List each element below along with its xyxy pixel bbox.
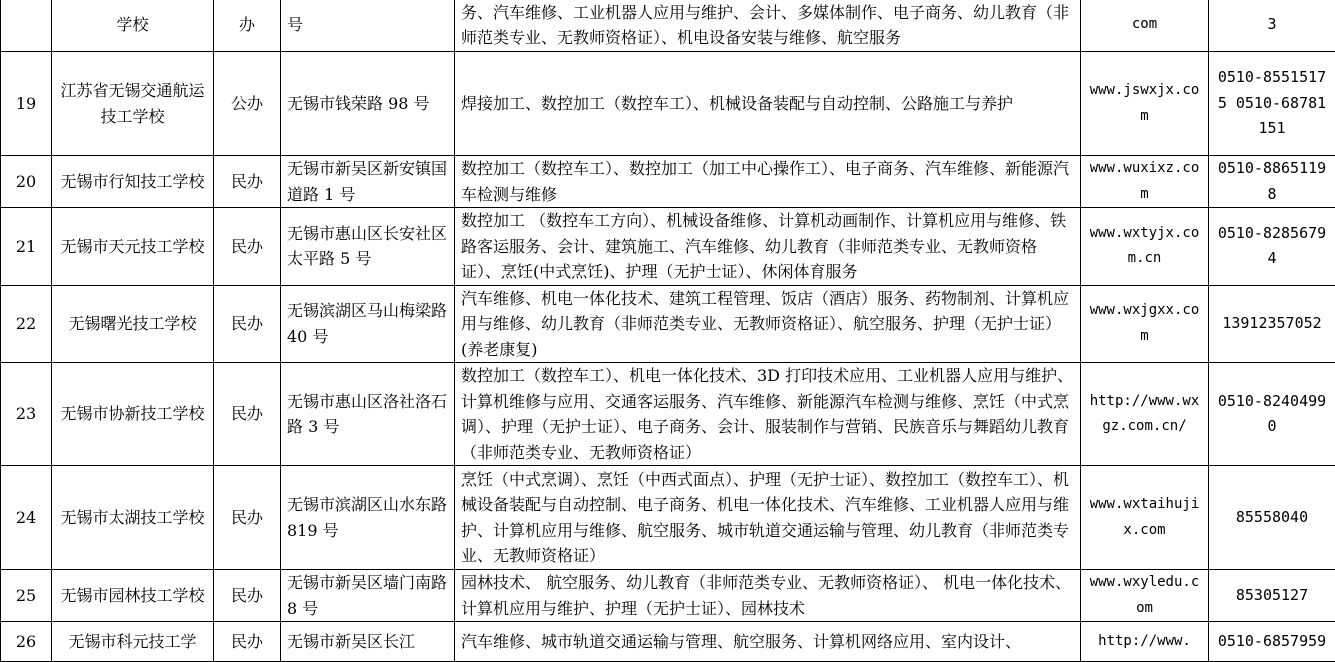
school-address: 无锡市新吴区长江 xyxy=(281,622,455,662)
contact-phone: 3 xyxy=(1209,0,1335,52)
row-number: 26 xyxy=(1,622,52,662)
school-website: www.wuxixz.com xyxy=(1081,156,1209,208)
row-number: 19 xyxy=(1,52,52,156)
school-name: 无锡市协新技工学校 xyxy=(52,363,214,466)
school-address: 号 xyxy=(281,0,455,52)
table-row xyxy=(1,466,1335,570)
contact-phone: 0510-88651198 xyxy=(1209,156,1335,208)
contact-phone: 13912357052 xyxy=(1209,285,1335,363)
school-name: 无锡市科元技工学 xyxy=(52,622,214,662)
school-name: 江苏省无锡交通航运技工学校 xyxy=(52,52,214,156)
school-website: www.wxtaihujix.com xyxy=(1081,466,1209,570)
school-type: 公办 xyxy=(214,52,281,156)
contact-phone: 0510-6857959 xyxy=(1209,622,1335,662)
row-number: 23 xyxy=(1,363,52,466)
school-type: 民办 xyxy=(214,622,281,662)
table-row xyxy=(1,622,1335,662)
school-type: 民办 xyxy=(214,285,281,363)
table-row xyxy=(1,285,1335,363)
school-name: 无锡市太湖技工学校 xyxy=(52,466,214,570)
table-row xyxy=(1,156,1335,208)
school-name: 无锡市行知技工学校 xyxy=(52,156,214,208)
school-name: 无锡市园林技工学校 xyxy=(52,570,214,622)
school-website: www.wxtyjx.com.cn xyxy=(1081,208,1209,286)
table-row xyxy=(1,570,1335,622)
majors-list: 烹饪（中式烹调）、烹饪（中西式面点）、护理（无护士证）、数控加工（数控车工）、机械设备装配与自动控制、电子商务、机电一体化技术、汽车维修、工业机器人应用与维护、计算机应用与维修、航空服务、城市轨道交通运输与管理、幼儿教育（非师范类专业、无教师资格证） xyxy=(455,466,1081,570)
school-address: 无锡市滨湖区山水东路 819 号 xyxy=(281,466,455,570)
majors-list: 园林技术、 航空服务、幼儿教育（非师范类专业、无教师资格证）、 机电一体化技术、计算机应用与维护、护理（无护士证）、园林技术 xyxy=(455,570,1081,622)
row-number xyxy=(1,0,52,52)
row-number: 25 xyxy=(1,570,52,622)
school-address: 无锡市新吴区墙门南路 8 号 xyxy=(281,570,455,622)
row-number: 21 xyxy=(1,208,52,286)
school-type: 民办 xyxy=(214,208,281,286)
school-website: www.wxjgxx.com xyxy=(1081,285,1209,363)
table-row xyxy=(1,208,1335,286)
school-address: 无锡市惠山区洛社洛石路 3 号 xyxy=(281,363,455,466)
school-website: www.wxyledu.com xyxy=(1081,570,1209,622)
school-type: 民办 xyxy=(214,570,281,622)
school-website: com xyxy=(1081,0,1209,52)
row-number: 24 xyxy=(1,466,52,570)
school-type: 民办 xyxy=(214,466,281,570)
contact-phone: 0510-82856794 xyxy=(1209,208,1335,286)
contact-phone: 0510-85515175 0510-68781151 xyxy=(1209,52,1335,156)
majors-list: 汽车维修、城市轨道交通运输与管理、航空服务、计算机网络应用、室内设计、 xyxy=(455,622,1081,662)
contact-phone: 0510-82404990 xyxy=(1209,363,1335,466)
table-row xyxy=(1,52,1335,156)
school-name: 学校 xyxy=(52,0,214,52)
school-address: 无锡市钱荣路 98 号 xyxy=(281,52,455,156)
table-row xyxy=(1,0,1335,52)
school-type: 办 xyxy=(214,0,281,52)
school-website: http://www.wxgz.com.cn/ xyxy=(1081,363,1209,466)
majors-list: 汽车维修、机电一体化技术、建筑工程管理、饭店（酒店）服务、药物制剂、计算机应用与维修、幼儿教育（非师范类专业、无教师资格证）、航空服务、护理（无护士证）(养老康复) xyxy=(455,285,1081,363)
table-row xyxy=(1,363,1335,466)
majors-list: 数控加工 （数控车工方向）、机械设备维修、计算机动画制作、计算机应用与维修、铁路客运服务、会计、建筑施工、汽车维修、幼儿教育（非师范类专业、无教师资格证）、烹饪(中式烹饪)、护理（无护士证）、休闲体育服务 xyxy=(455,208,1081,286)
school-address: 无锡滨湖区马山梅梁路 40 号 xyxy=(281,285,455,363)
majors-list: 焊接加工、数控加工（数控车工）、机械设备装配与自动控制、公路施工与养护 xyxy=(455,52,1081,156)
school-website: http://www. xyxy=(1081,622,1209,662)
majors-list: 务、汽车维修、工业机器人应用与维护、会计、多媒体制作、电子商务、幼儿教育（非师范类专业、无教师资格证）、机电设备安装与维修、航空服务 xyxy=(455,0,1081,52)
school-name: 无锡市天元技工学校 xyxy=(52,208,214,286)
school-name: 无锡曙光技工学校 xyxy=(52,285,214,363)
row-number: 20 xyxy=(1,156,52,208)
majors-list: 数控加工（数控车工）、机电一体化技术、3D 打印技术应用、工业机器人应用与维护、计算机维修与应用、交通客运服务、汽车维修、新能源汽车检测与维修、烹饪（中式烹调）、护理（无护士证）、电子商务、会计、服装制作与营销、民族音乐与舞蹈幼儿教育（非师范类专业、无教师资格证） xyxy=(455,363,1081,466)
table-body xyxy=(1,0,1335,662)
school-type: 民办 xyxy=(214,156,281,208)
school-address: 无锡市惠山区长安社区太平路 5 号 xyxy=(281,208,455,286)
school-website: www.jswxjx.com xyxy=(1081,52,1209,156)
school-address: 无锡市新吴区新安镇国道路 1 号 xyxy=(281,156,455,208)
school-type: 民办 xyxy=(214,363,281,466)
row-number: 22 xyxy=(1,285,52,363)
contact-phone: 85305127 xyxy=(1209,570,1335,622)
majors-list: 数控加工（数控车工）、数控加工（加工中心操作工）、电子商务、汽车维修、新能源汽车检测与维修 xyxy=(455,156,1081,208)
contact-phone: 85558040 xyxy=(1209,466,1335,570)
